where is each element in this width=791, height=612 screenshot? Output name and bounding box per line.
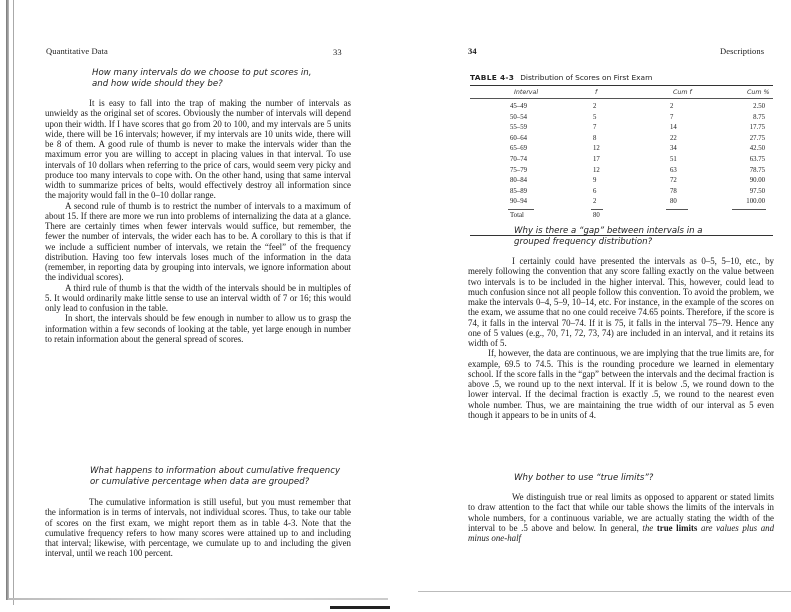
cell-f: 12	[593, 145, 600, 153]
cell-cum-f: 22	[670, 134, 677, 142]
table-row	[470, 145, 773, 153]
column-header-f: f	[595, 88, 598, 96]
cell-interval: 85–89	[510, 187, 527, 195]
table-body	[470, 99, 773, 235]
table-row	[470, 188, 773, 196]
body-text-cumulative	[45, 497, 351, 559]
paragraph: In short, the intervals should be few enough in number to allow us to grasp the information within a few seconds of looking at the table, yet large enough in number to retain information about the general spread of scores.	[45, 313, 351, 344]
column-header-interval: Interval	[514, 88, 539, 96]
table-label: TABLE 4-3	[470, 73, 515, 82]
table-row	[470, 198, 773, 206]
page-number-33: 33	[333, 47, 342, 57]
cell-cum-f: 63	[670, 166, 677, 174]
cell-cum-percent: 63.75	[749, 156, 765, 163]
cell-cum-percent: 90.00	[749, 177, 765, 185]
cell-cum-f: 72	[670, 177, 677, 185]
running-head-right: Descriptions	[720, 46, 765, 56]
cell-cum-percent: 78.75	[749, 166, 765, 174]
frequency-table	[470, 85, 773, 236]
paragraph: A second rule of thumb is to restrict the number of intervals to a maximum of about 15. If there are more we run into problems of internalizing the data at a glance. There are certainly times when fewer intervals would suffice, but remember, the fewer the number of intervals, the wider each has to be. A corollary to this is that if we include a sufficient number of intervals, we retain the “feel” of the frequency distribution. Having too few intervals loses much of the information in the data (remember, in reporting data by grouping into intervals, we ignore information about the individual scores).	[45, 200, 351, 283]
body-text-true-limits	[468, 492, 774, 543]
cell-interval: 55–59	[510, 124, 527, 132]
table-row	[470, 124, 773, 132]
question-heading-cumulative	[90, 466, 340, 488]
table-row	[470, 135, 773, 143]
table-row	[470, 177, 773, 185]
paragraph: It is easy to fall into the trap of making the number of intervals as unwieldy as the original set of scores. Obviously the number of intervals will depend upon their width. If I have scores that go from 20 to 100, and my intervals are 5 units wide, there will be 16 intervals; however, if my intervals are 10 units wide, there will be 8 of them. A good rule of thumb is never to make the intervals wider than the maximum error you are willing to accept in placing values in that interval. To use intervals of 10 dollars when referring to the price of cars, would seem very picky and produce too many intervals to cope with. On the other hand, using that same interval width to summarize prices of belts, would effectively destroy all information since the majority would fall in the 0–10 dollar range.	[45, 98, 351, 201]
italic-text: the	[642, 522, 654, 533]
table-row	[470, 156, 773, 164]
book-binding-edge	[6, 0, 9, 600]
question-heading-intervals	[92, 68, 311, 90]
cell-cum-percent: 27.75	[749, 134, 765, 142]
table-row	[470, 103, 773, 111]
table-row	[470, 114, 773, 122]
question-line: grouped frequency distribution?	[514, 237, 653, 247]
cell-f: 6	[593, 187, 597, 195]
cell-f: 2	[593, 198, 597, 206]
cell-interval: 80–84	[510, 177, 527, 185]
cell-cum-f: 78	[670, 187, 677, 195]
body-text-rules-of-thumb	[45, 98, 351, 344]
cell-interval: 45–49	[510, 103, 527, 110]
cell-f: 5	[593, 113, 597, 121]
cell-cum-percent: 17.75	[749, 124, 765, 132]
column-header-cum-f: Cum f	[673, 88, 692, 96]
paragraph: The cumulative information is still useful, but you must remember that the information is in terms of intervals, not individual scores. Thus, to take our table of scores on the first exam, we might report them as in table 4-3. Note that the cumulative frequency refers to how many scores were attained up to and including that interval; likewise, with percentage, we cumulate up to and including the given interval, until we reach 100 percent.	[45, 497, 351, 559]
table-header-row	[470, 86, 773, 99]
question-line: or cumulative percentage when data are grouped?	[90, 477, 310, 487]
cell-cum-f: 51	[670, 156, 677, 163]
cell-cum-percent: 100.00	[746, 198, 765, 206]
cell-interval: 65–69	[510, 145, 527, 153]
paragraph: A third rule of thumb is that the width of the intervals should be in multiples of 5. It would ordinarily make little sense to use an interval width of 7 or 16; this would only lead to confusion in the table.	[45, 282, 351, 313]
question-line: Why is there a “gap” between intervals in a	[514, 226, 703, 236]
cell-cum-f: 14	[670, 124, 677, 132]
sum-rule	[508, 209, 534, 210]
scan-shadow	[330, 606, 390, 609]
cell-cum-f: 34	[670, 145, 677, 153]
cell-interval: 60–64	[510, 134, 527, 142]
cell-cum-percent: 42.50	[749, 145, 765, 153]
cell-cum-percent: 2.50	[753, 103, 765, 110]
cell-cum-percent: 97.50	[749, 187, 765, 195]
cell-interval: 70–74	[510, 156, 527, 163]
question-line: and how wide should they be?	[92, 79, 223, 89]
column-header-cum-percent: Cum %	[747, 88, 770, 96]
sum-rule	[732, 209, 766, 210]
cell-cum-f: 80	[670, 198, 677, 206]
cell-interval: 75–79	[510, 166, 527, 174]
cell-f: 8	[593, 134, 597, 142]
question-line: How many intervals do we choose to put scores in,	[92, 68, 312, 78]
cell-f: 17	[593, 156, 600, 163]
paragraph	[468, 492, 774, 543]
sum-rule	[591, 209, 603, 210]
paragraph-text: We distinguish true or real limits as opposed to apparent or stated limits to draw attention to the fact that while our table shows the limits of the intervals in whole numbers, for a continuous variable, we are actually stating the width of the interval to be .5 above and below. In general,	[468, 492, 774, 533]
italic-text: are values plus and minus one-half	[468, 522, 775, 543]
sum-rule	[666, 209, 688, 210]
cell-cum-percent: 8.75	[753, 113, 765, 121]
cell-cum-f: 7	[670, 113, 674, 121]
cell-interval: 50–54	[510, 113, 527, 121]
cell-cum-f: 2	[670, 103, 674, 110]
page-bottom-edge	[418, 591, 791, 592]
cell-f: 7	[593, 124, 597, 132]
cell-f: 2	[593, 103, 597, 110]
page-bottom-edge	[8, 598, 388, 600]
page-edge-line	[13, 0, 14, 605]
table-total-row	[470, 212, 773, 220]
bold-term: true limits	[656, 522, 698, 533]
question-line: What happens to information about cumulative frequency	[90, 466, 341, 476]
table-caption-text: Distribution of Scores on First Exam	[520, 73, 653, 82]
cell-f: 9	[593, 177, 597, 185]
total-f: 80	[593, 212, 600, 219]
paragraph: If, however, the data are continuous, we are implying that the true limits are, for example, 69.5 to 74.5. This is the rounding procedure we learned in elementary school. If the score falls in the “gap” between the intervals and the decimal fraction is above .5, we round up to the next interval. If it is below .5, we round down to the lower interval. If the decimal fraction is exactly .5, we round to the nearest even whole number. Thus, we are maintaining the true width of our interval as 5 even though it appears to be in units of 4.	[468, 348, 774, 420]
running-head-left: Quantitative Data	[46, 46, 108, 56]
cell-interval: 90–94	[510, 198, 527, 206]
question-heading-true-limits: Why bother to use “true limits”?	[514, 473, 654, 483]
cell-f: 12	[593, 166, 600, 174]
page-number-34: 34	[468, 46, 477, 56]
total-label: Total	[510, 212, 524, 219]
table-row	[470, 167, 773, 175]
table-caption	[470, 73, 652, 82]
body-text-gap	[468, 256, 774, 420]
paragraph: I certainly could have presented the intervals as 0–5, 5–10, etc., by merely following the convention that any score falling exactly on the value between two intervals is to be included in the higher interval. This, however, could lead to much confusion since not all people follow this convention. To avoid the problem, we make the intervals 0–4, 5–9, 10–14, etc. For instance, in the example of the scores on the exam, we assume that no one could receive 74.65 points. Therefore, if the score is 74, it falls in the interval 70–74. If it is 75, it falls in the interval 75–79. Hence any one of 5 values (e.g., 70, 71, 72, 73, 74) are included in an interval, and it retains its width of 5.	[468, 256, 774, 348]
question-heading-gap	[514, 226, 703, 248]
